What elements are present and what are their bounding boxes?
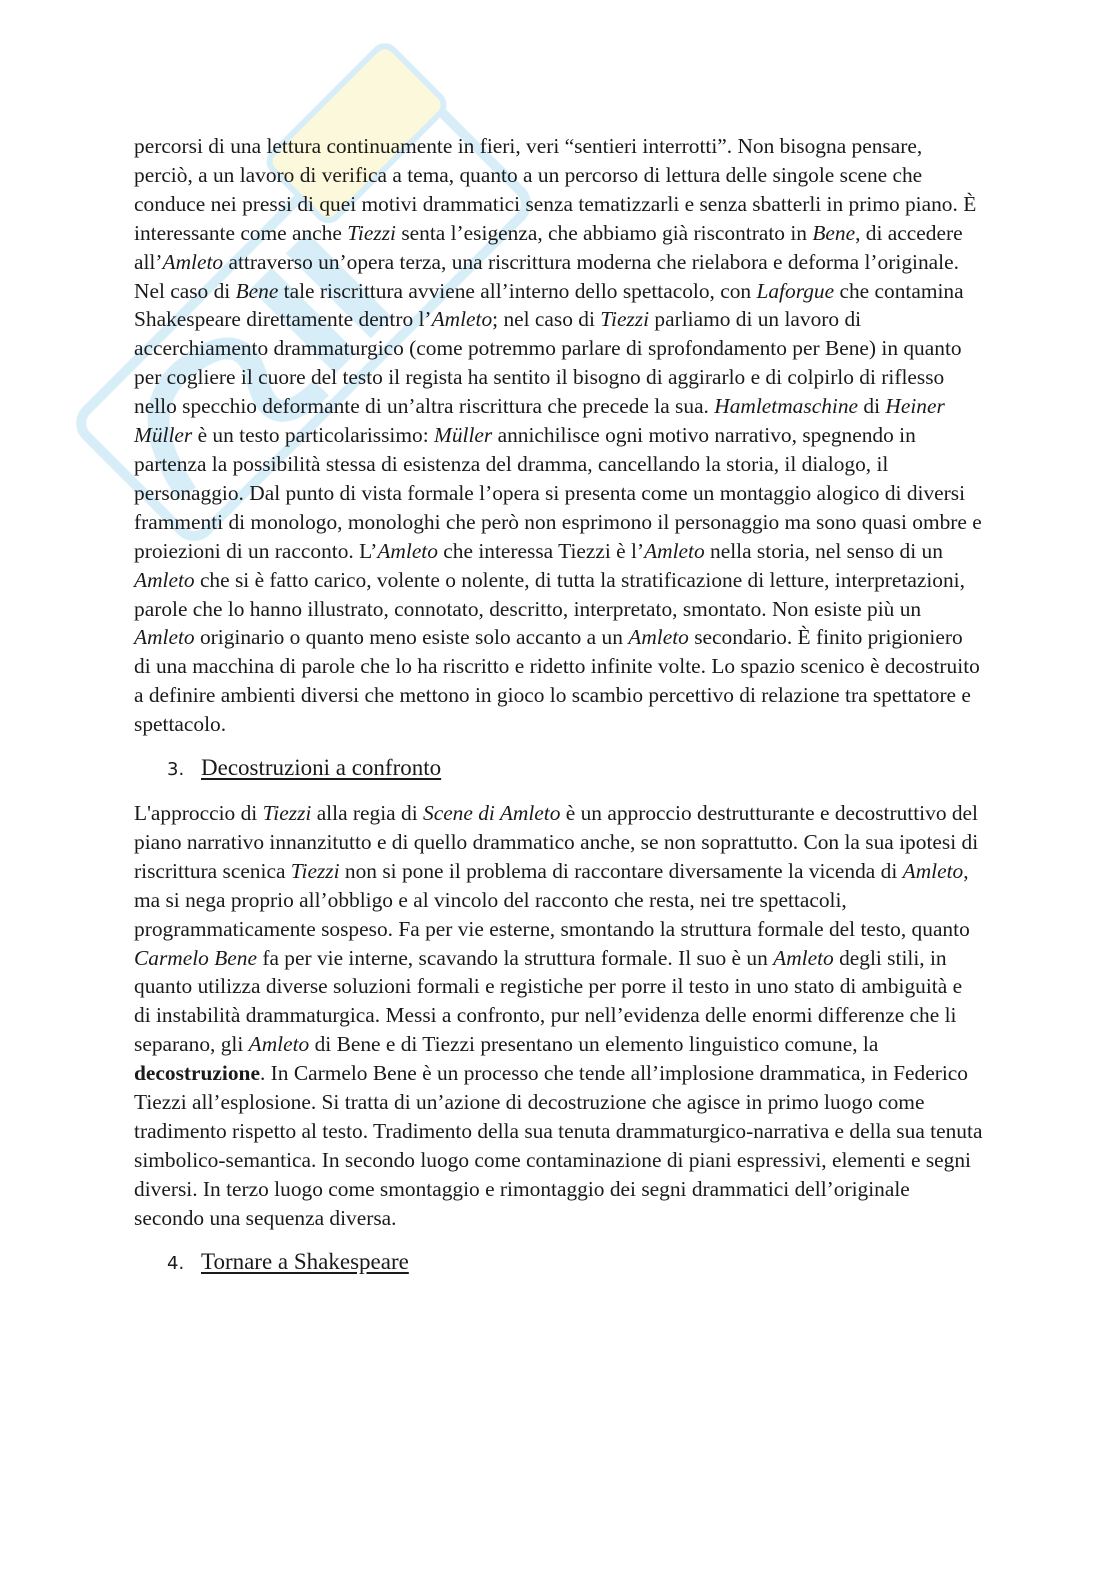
- text-run: è un testo particolarissimo:: [192, 423, 435, 448]
- section-title: Decostruzioni a confronto: [201, 755, 442, 781]
- section-number: 3.: [167, 759, 185, 781]
- body-paragraph: [134, 799, 984, 1233]
- section-title: Tornare a Shakespeare: [201, 1248, 409, 1274]
- italic-run: Müller: [434, 423, 493, 448]
- text-run: fa per vie interne, scavando la struttura formale. Il suo è un: [256, 945, 774, 970]
- text-run: , ma si nega proprio all’obbligo e al vincolo del racconto che resta, nei tre spettacoli, programmaticamente sospeso. Fa per vie esterne, smontando la struttura formale del testo, quanto: [134, 858, 970, 941]
- text-run: è un approccio destrutturante e decostruttivo del piano narrativo innanzitutto e di quello drammatico anche, se non soprattutto. Con la sua ipotesi di riscrittura scenica: [134, 801, 979, 883]
- bold-run: decostruzione: [134, 1061, 260, 1086]
- text-run: non si pone il problema di raccontare diversamente la vicenda di: [339, 858, 903, 883]
- italic-run: Amleto: [628, 625, 689, 650]
- text-run: L'approccio di: [134, 801, 263, 826]
- italic-run: Tiezzi: [347, 220, 396, 245]
- italic-run: Amleto: [377, 538, 438, 563]
- body-paragraph: [134, 132, 984, 739]
- italic-run: Bene: [235, 278, 279, 303]
- italic-run: Laforgue: [756, 278, 835, 303]
- text-run: ; nel caso di: [492, 307, 601, 332]
- text-run: che si è fatto carico, volente o nolente, di tutta la stratificazione di letture, interpretazioni, parole che lo hanno illustrato, connotato, descritto, interpretato, smontato. Non esiste più un: [134, 567, 965, 621]
- text-run: tale riscrittura avviene all’interno dello spettacolo, con: [278, 278, 757, 303]
- section-heading: [134, 753, 984, 785]
- italic-run: Amleto: [431, 307, 493, 332]
- text-run: che interessa Tiezzi è l’: [437, 538, 645, 563]
- italic-run: Hamletmaschine: [714, 394, 859, 419]
- text-run: nella storia, nel senso di un: [704, 538, 943, 563]
- italic-run: Scene di Amleto: [423, 801, 561, 826]
- italic-run: Amleto: [773, 945, 834, 970]
- text-run: di: [858, 394, 886, 419]
- italic-run: Heiner Müller: [134, 394, 945, 448]
- italic-run: Tiezzi: [290, 858, 340, 883]
- text-run: percorsi di una lettura continuamente in fieri, veri “sentieri interrotti”. Non bisogna pensare, perciò, a un lavoro di verifica a tema, quanto a un percorso di lettura delle singole scene che conduce nei pressi di quei motivi drammatici senza tematizzarli e senza sbatterli in primo piano. È interessante come anche: [134, 134, 977, 245]
- italic-run: Tiezzi: [262, 801, 312, 826]
- italic-run: Amleto: [134, 567, 195, 592]
- text-run: degli stili, in quanto utilizza diverse soluzioni formali e registiche per porre il testo in uno stato di ambiguità e di instabilità drammaturgica. Messi a confronto, pur nell’evidenza delle enormi differenze che li separano, gli: [134, 945, 963, 1057]
- italic-run: Bene: [812, 220, 856, 245]
- text-run: originario o quanto meno esiste solo accanto a un: [194, 625, 629, 650]
- italic-run: Carmelo Bene: [134, 945, 257, 970]
- italic-run: Amleto: [248, 1032, 310, 1057]
- text-run: attraverso un’opera terza, una riscrittura moderna che rielabora e deforma l’originale. Nel caso di: [134, 249, 959, 303]
- italic-run: Amleto: [902, 858, 964, 883]
- italic-run: Amleto: [162, 249, 224, 274]
- section-heading: [134, 1247, 984, 1279]
- text-run: annichilisce ogni motivo narrativo, spegnendo in partenza la possibilità stessa di esistenza del dramma, cancellando la storia, il dialogo, il personaggio. Dal punto di vista formale l’opera si presenta come un montaggio alogico di diversi frammenti di monologo, monologhi che però non esprimono il personaggio ma sono quasi ombre e proiezioni di un racconto. L’: [134, 423, 982, 563]
- text-run: parliamo di un lavoro di accerchiamento drammaturgico (come potremmo parlare di sprofondamento per Bene) in quanto per cogliere il cuore del testo il regista ha sentito il bisogno di aggirarlo e di colpirlo di riflesso nello specchio deformante di un’altra riscrittura che precede la sua.: [134, 307, 962, 419]
- italic-run: Tiezzi: [600, 307, 650, 332]
- text-run: , di accedere all’: [134, 220, 963, 274]
- text-run: senta l’esigenza, che abbiamo già riscontrato in: [395, 220, 813, 245]
- document-page: [134, 132, 984, 1279]
- section-number: 4.: [167, 1252, 185, 1274]
- text-run: secondario. È finito prigioniero di una macchina di parole che lo ha riscritto e ridetto infinite volte. Lo spazio scenico è decostruito a definire ambienti diversi che mettono in gioco lo scambio percettivo di relazione tra spettatore e spettacolo.: [134, 625, 980, 737]
- text-run: alla regia di: [311, 801, 423, 826]
- text-run: di Bene e di Tiezzi presentano un elemento linguistico comune, la: [309, 1032, 879, 1057]
- italic-run: Amleto: [644, 538, 705, 563]
- italic-run: Amleto: [134, 625, 195, 650]
- text-run: . In Carmelo Bene è un processo che tende all’implosione drammatica, in Federico Tiezzi all’esplosione. Si tratta di un’azione di decostruzione che agisce in primo luogo come tradimento rispetto al testo. Tradimento della sua tenuta drammaturgico-narrativa e della sua tenuta simbolico-semantica. In secondo luogo come contaminazione di piani espressivi, elementi e segni diversi. In terzo luogo come smontaggio e rimontaggio dei segni drammatici dell’originale secondo una sequenza diversa.: [134, 1061, 983, 1230]
- text-run: che contamina Shakespeare direttamente dentro l’: [134, 278, 964, 332]
